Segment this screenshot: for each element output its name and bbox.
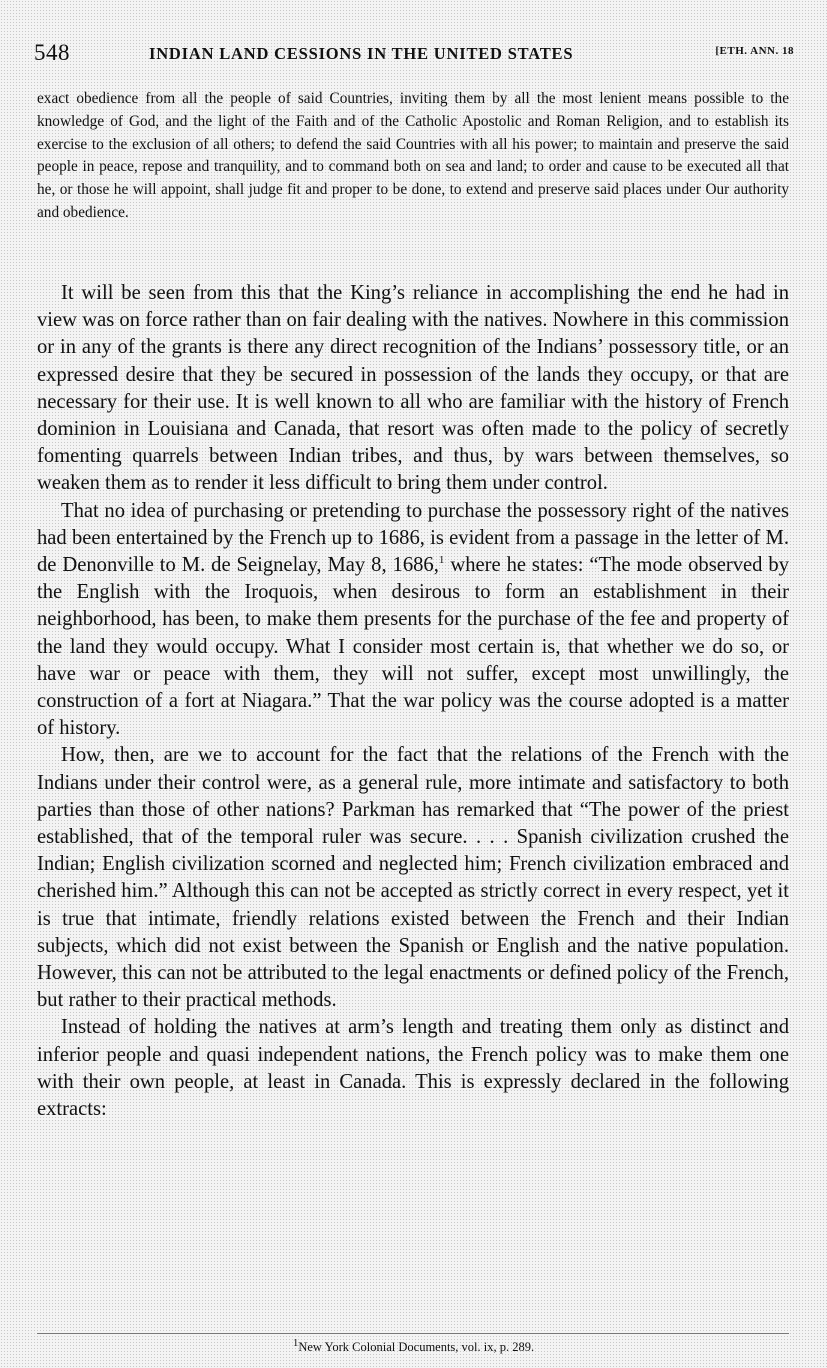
running-reference: [ETH. ANN. 18: [715, 45, 794, 57]
footnote-divider: [37, 1333, 789, 1334]
footnote-marker: 1: [292, 1336, 299, 1349]
body-text: [37, 280, 789, 1123]
quoted-commission-text: exact obedience from all the people of said Countries, inviting them by all the most lenient means possible to the knowledge of God, and the light of the Faith and of the Catholic Apostolic and Roman Religion, and to establish its exercise to the exclusion of all others; to defend the said Countries with all his power; to maintain and preserve the said people in peace, repose and tranquility, and to command both on sea and land; to order and cause to be executed all that he, or those he will appoint, shall judge fit and proper to be done, to extend and preserve said places under Our authority and obedience.: [37, 90, 789, 221]
footnote-text: New York Colonial Documents, vol. ix, p. 289.: [298, 1340, 535, 1354]
footnote: [0, 1336, 827, 1355]
paragraph-denonville-letter: [37, 498, 789, 743]
paragraph-kings-reliance: It will be seen from this that the King’s reliance in accomplishing the end he had in view was on force rather than on fair dealing with the natives. Nowhere in this commission or in any of the grants is there any direct recognition of the Indians’ possessory title, or an expressed desire that they be secured in possession of the lands they occupy, or that are necessary for their use. It is well known to all who are familiar with the history of French dominion in Louisiana and Canada, that resort was often made to the policy of secretly fomenting quarrels between Indian tribes, and thus, by wars between themselves, so weaken them as to render it less difficult to bring them under control.: [37, 282, 789, 495]
footnote-reference: 1: [438, 554, 445, 567]
page-header: [34, 40, 794, 70]
paragraph-french-relations: How, then, are we to account for the fact that the relations of the French with the Indians under their control were, as a general rule, more intimate and satisfactory to both parties than those of other nations? Parkman has remarked that “The power of the priest established, that of the temporal ruler was secure. . . . Spanish civilization crushed the Indian; English civilization scorned and neglected him; French civilization embraced and cherished him.” Although this can not be accepted as strictly correct in every respect, yet it is true that intimate, friendly relations existed between the French and their Indian subjects, which did not exist between the Spanish or English and the native population. However, this can not be attributed to the legal enactments or defined policy of the French, but rather to their practical methods.: [37, 744, 789, 1012]
paragraph-text-after-ref: where he states: “The mode observed by the English with the Iroquois, when desirous to form an establishment in their neighborhood, has been, to make them presents for the purchase of the fee and property of the land they would occupy. What I consider most certain is, that whether we do so, or have war or peace with them, they will not suffer, except most unwillingly, the construction of a fort at Niagara.” That the war policy was the course adopted is a matter of history.: [37, 554, 789, 740]
page-number: 548: [34, 40, 70, 65]
paragraph-french-policy: Instead of holding the natives at arm’s length and treating them only as distinct and inferior people and quasi independent nations, the French policy was to make them one with their own people, at least in Canada. This is expressly declared in the following extracts:: [37, 1016, 789, 1121]
running-title: INDIAN LAND CESSIONS IN THE UNITED STATES: [149, 44, 574, 63]
paragraph-text-before-ref: That no idea of purchasing or pretending to purchase the possessory right of the natives had been entertained by the French up to 1686, is evident from a passage in the letter of M. de Denonville to M. de Seignelay, May 8, 1686,: [37, 499, 789, 577]
